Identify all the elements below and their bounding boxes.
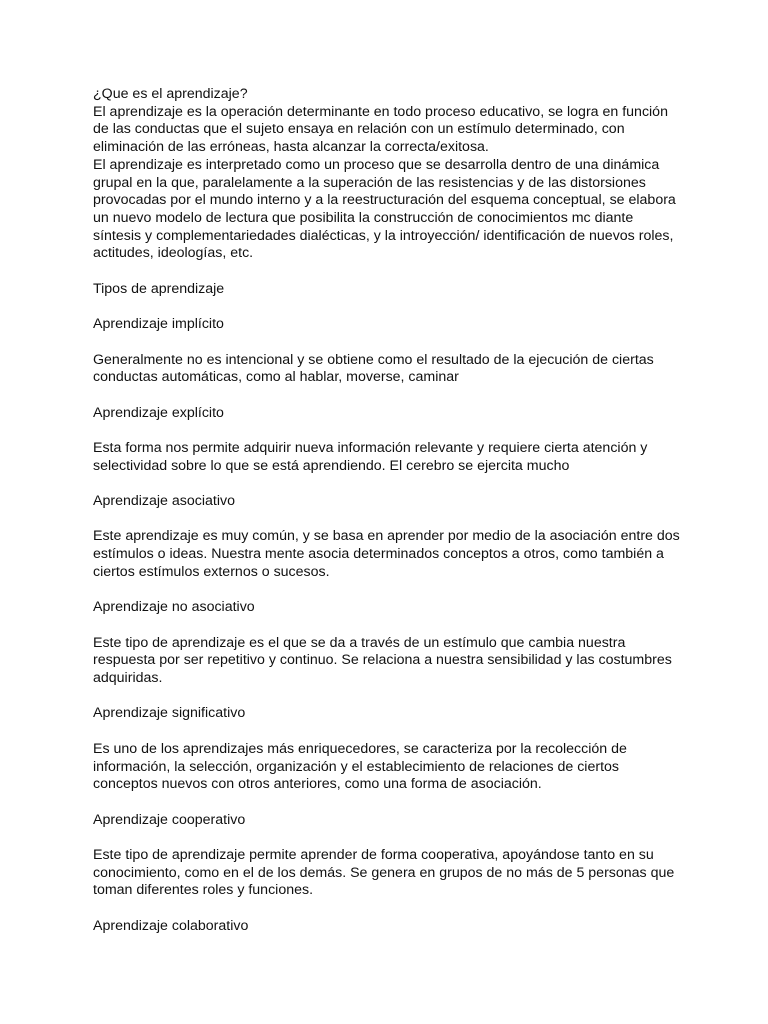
document-page xyxy=(93,86,685,936)
intro-paragraph: El aprendizaje es interpretado como un proceso que se desarrolla dentro de una dinámica grupal en la que, paralelamente a la superación de las resistencias y de las distorsiones provocadas por el mundo interno y a la reestructuración del esquema conceptual, se elabora un nuevo modelo de lectura que posibilita la construcción de conocimientos mc diante síntesis y complementariedades dialécticas, y la introyección/ identificación de nuevos roles, actitudes, ideologías, etc. xyxy=(93,156,676,262)
type-description: Es uno de los aprendizajes más enriquecedores, se caracteriza por la recolección de información, la selección, organización y el establecimiento de relaciones de ciertos conceptos nuevos con otros anteriores, como una forma de asociación. xyxy=(93,740,627,793)
type-heading: Aprendizaje asociativo xyxy=(93,493,235,510)
type-heading: Aprendizaje explícito xyxy=(93,404,224,421)
intro-paragraph: El aprendizaje es la operación determinante en todo proceso educativo, se logra en función de las conductas que el sujeto ensaya en relación con un estímulo determinado, con eliminación de las erróneas, hasta alcanzar la correcta/exitosa. xyxy=(93,103,668,156)
type-description: Este tipo de aprendizaje es el que se da a través de un estímulo que cambia nuestra respuesta por ser repetitivo y continuo. Se relaciona a nuestra sensibilidad y las costumbres adquiridas. xyxy=(93,634,672,687)
type-heading: Aprendizaje implícito xyxy=(93,316,224,333)
type-description: Generalmente no es intencional y se obtiene como el resultado de la ejecución de ciertas conductas automáticas, como al hablar, moverse, caminar xyxy=(93,351,654,386)
type-heading: Aprendizaje significativo xyxy=(93,705,246,722)
type-heading: Aprendizaje cooperativo xyxy=(93,811,246,828)
document-title: ¿Que es el aprendizaje? xyxy=(93,86,248,102)
type-description: Este tipo de aprendizaje permite aprender de forma cooperativa, apoyándose tanto en su conocimiento, como en el de los demás. Se genera en grupos de no más de 5 personas que toman diferentes roles y funciones. xyxy=(93,847,675,899)
section-title: Tipos de aprendizaje xyxy=(93,280,225,297)
type-heading: Aprendizaje no asociativo xyxy=(93,599,255,616)
type-heading: Aprendizaje colaborativo xyxy=(93,917,249,934)
type-description: Esta forma nos permite adquirir nueva información relevante y requiere cierta atención y selectividad sobre lo que se está aprendiendo. El cerebro se ejercita mucho xyxy=(93,439,648,474)
intro-section xyxy=(93,86,685,263)
type-description: Este aprendizaje es muy común, y se basa en aprender por medio de la asociación entre dos estímulos o ideas. Nuestra mente asocia determinados conceptos a otros, como también a ciertos estímulos externos o sucesos. xyxy=(93,528,680,580)
